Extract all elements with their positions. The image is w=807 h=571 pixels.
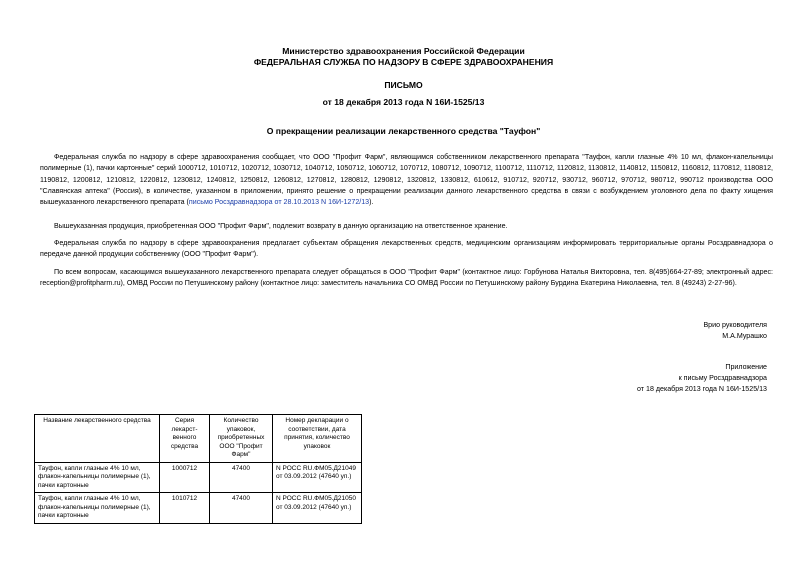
products-table <box>34 414 362 524</box>
table-cell: N РОСС RU.ФМ05.Д21049 от 03.09.2012 (47640 уп.) <box>273 462 362 493</box>
appendix-date: от 18 декабря 2013 года N 16И-1525/13 <box>636 385 767 393</box>
column-header: Номер декларации о соответствии, дата принятия, количество упаковок <box>273 415 362 463</box>
paragraph-4: По всем вопросам, касающимся вышеуказанного лекарственного препарата следует обращаться в ООО "Профит Фарм" (контактное лицо: Горбунова Наталья Викторовна, тел. 8(495)664-27-89; электронный адрес: reception@profitpharm.ru), ОМВД России по Петушинскому району (контактное лицо: заместитель начальника СО ОМВД России по Петушинскому району Бурдина Екатерина Николаевна, тел. 8 (49243) 2-27-96). <box>40 268 773 288</box>
column-header: Количество упаковок, приобретенных ООО "Профит Фарм" <box>210 415 273 463</box>
table-row <box>35 462 362 493</box>
table-cell: 47400 <box>210 462 273 493</box>
appendix-block <box>637 362 767 395</box>
table-row <box>35 493 362 524</box>
table-cell: Тауфон, капли глазные 4% 10 мл, флакон-капельницы полимерные (1), пачки картонные <box>35 493 160 524</box>
ministry-title: Министерство здравоохранения Российской Федерации <box>282 46 525 56</box>
appendix-title: Приложение <box>725 363 767 371</box>
document-subject: О прекращении реализации лекарственного средства "Тауфон" <box>266 126 541 136</box>
paragraph-1-end: ). <box>369 198 374 207</box>
table-cell: Тауфон, капли глазные 4% 10 мл, флакон-капельницы полимерные (1), пачки картонные <box>35 462 160 493</box>
reference-letter-link[interactable]: письмо Росздравнадзора от 28.10.2013 N 16И-1272/13 <box>188 198 370 207</box>
paragraph-3: Федеральная служба по надзору в сфере здравоохранения предлагает субъектам обращения лекарственных средств, медицинским организациям информировать территориальные органы Росздравнадзора о передаче данной продукции собственнику (ООО "Профит Фарм"). <box>40 239 773 259</box>
table-header-row <box>35 415 362 463</box>
table-cell: 1010712 <box>160 493 210 524</box>
table-cell: 47400 <box>210 493 273 524</box>
paragraph-2: Вышеуказанная продукция, приобретенная ООО "Профит Фарм", подлежит возврату в данную организацию на ответственное хранение. <box>54 222 508 230</box>
column-header: Серия лекарст-венного средства <box>160 415 210 463</box>
paragraph-1 <box>40 152 773 208</box>
document-date-number: от 18 декабря 2013 года N 16И-1525/13 <box>322 97 485 107</box>
signature-block <box>703 320 767 342</box>
signature-position: Врио руководителя <box>703 321 767 329</box>
service-title: ФЕДЕРАЛЬНАЯ СЛУЖБА ПО НАДЗОРУ В СФЕРЕ ЗДРАВООХРАНЕНИЯ <box>253 57 554 67</box>
signature-name: М.А.Мурашко <box>722 332 767 340</box>
table-cell: 1000712 <box>160 462 210 493</box>
table-cell: N РОСС RU.ФМ05.Д21050 от 03.09.2012 (47640 уп.) <box>273 493 362 524</box>
document-type: ПИСЬМО <box>384 80 423 90</box>
column-header: Название лекарственного средства <box>35 415 160 463</box>
paragraph-1-text: Федеральная служба по надзору в сфере здравоохранения сообщает, что ООО "Профит Фарм", являющимся собственником лекарственного препарата "Тауфон, капли глазные 4% 10 мл, флакон-капельницы полимерные (1), пачки картонные" серий 1000712, 1010712, 1020712, 1030712, 1040712, 1050712, 1060712, 1070712, 1080712, 1090712, 1100712, 1110712, 1120812, 1130812, 1140812, 1150812, 1160812, 1170812, 1180812, 1190812, 1200812, 1210812, 1220812, 1230812, 1240812, 1250812, 1260812, 1270812, 1280812, 1290812, 1320812, 1330812, 610612, 910712, 920712, 930712, 960712, 970712, 980712, 990712 производства ООО "Славянская аптека" (Россия), в количестве, указанном в приложении, принято решение о прекращении реализации данного лекарственного средства в связи с возбуждением уголовного дела по факту хищения вышеуказанного лекарственного препарата ( <box>40 153 773 207</box>
appendix-ref: к письму Росздравнадзора <box>678 374 767 382</box>
